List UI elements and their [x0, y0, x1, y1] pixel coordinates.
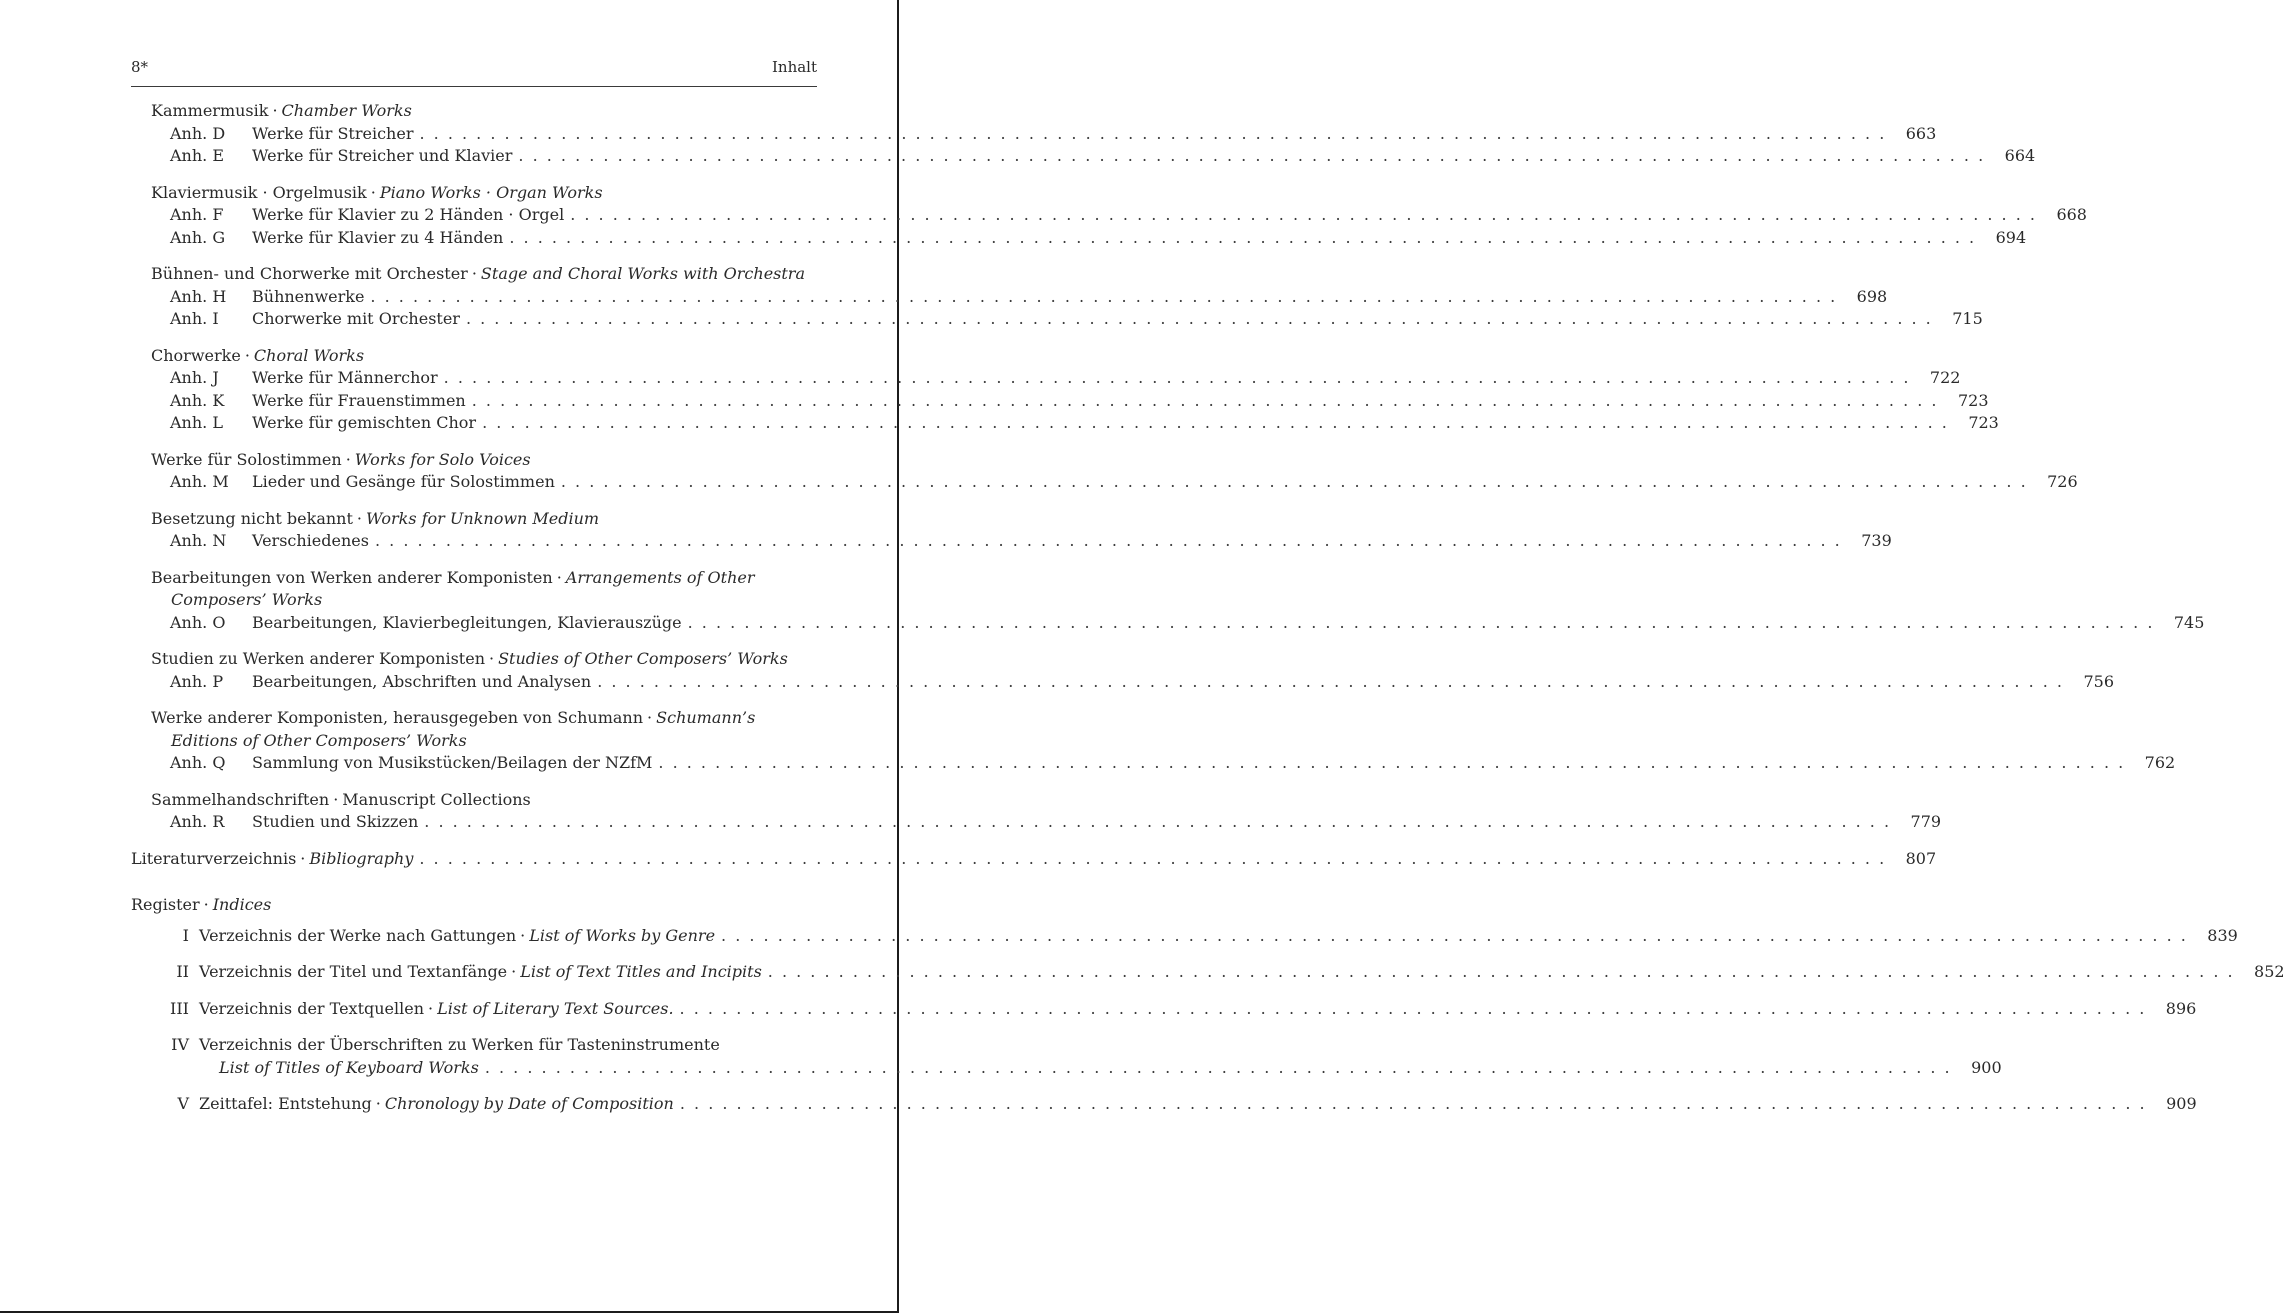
- page-ref: 745: [2173, 612, 2205, 632]
- entry-title-wrap: [252, 227, 1976, 250]
- entry-title-wrap: [252, 390, 1939, 413]
- page-ref: 715: [1952, 309, 1983, 328]
- appendix-label: Anh. R: [170, 812, 225, 831]
- page-ref: 739: [1861, 531, 1892, 550]
- appendix-groups: [131, 100, 2205, 834]
- register-title-wrap: [199, 961, 2235, 984]
- toc-entry[interactable]: [131, 471, 2078, 494]
- separator-dot: ·: [511, 962, 517, 981]
- running-header: [131, 58, 817, 84]
- separator-dot: ·: [272, 101, 278, 120]
- entry-title-wrap: [252, 412, 1949, 435]
- group-heading-en: Works for Solo Voices: [354, 449, 531, 469]
- separator-dot: ·: [345, 449, 351, 469]
- appendix-label: Anh. J: [170, 368, 219, 387]
- page-ref: 839: [2207, 925, 2238, 945]
- register-number: II: [176, 962, 189, 981]
- leader-dots: [509, 227, 1976, 250]
- page-ref: 663: [1905, 123, 1937, 143]
- toc-group: [131, 449, 2078, 494]
- entry-title-wrap: [252, 308, 1933, 331]
- toc-entry[interactable]: [131, 530, 1892, 553]
- appendix-label: Anh. K: [170, 390, 225, 410]
- leader-dots: [680, 1093, 2147, 1116]
- group-heading-en-continued: Composers’ Works: [171, 590, 323, 609]
- register-title: [199, 925, 721, 948]
- register-title-en: List of Text Titles and Incipits: [520, 962, 762, 981]
- group-heading-en: Manuscript Collections: [342, 789, 531, 809]
- leader-dots: [768, 961, 2235, 984]
- leader-dots: [518, 145, 1985, 168]
- separator-dot: ·: [520, 925, 526, 945]
- entry-title: Studien und Skizzen: [252, 812, 419, 831]
- header-rule: [131, 86, 817, 87]
- group-heading: [131, 100, 817, 123]
- register-heading: Register · Indices: [131, 895, 272, 914]
- group-heading-de: Klaviermusik · Orgelmusik: [151, 182, 367, 202]
- toc-entry[interactable]: [131, 308, 1983, 331]
- group-heading-de: Sammelhandschriften: [151, 789, 330, 809]
- register-line: [199, 925, 2238, 948]
- group-heading: [131, 449, 817, 472]
- page-ref: 909: [2166, 1094, 2197, 1113]
- entry-title: Werke für Frauenstimmen: [252, 390, 466, 410]
- register-title-de: Verzeichnis der Überschriften zu Werken für Tasteninstrumente: [199, 1035, 720, 1054]
- leader-dots: [597, 671, 2064, 694]
- toc-entry[interactable]: [131, 145, 2036, 168]
- group-heading-en: Stage and Choral Works with Orchestra: [480, 264, 805, 283]
- register-line: [199, 998, 2196, 1021]
- register-entry[interactable]: [131, 1093, 2197, 1116]
- group-heading: [131, 567, 817, 612]
- entry-title: Chorwerke mit Orchester: [252, 309, 460, 328]
- register-number: V: [177, 1094, 189, 1113]
- bibliography-de: Literaturverzeichnis: [131, 848, 297, 868]
- register-line: [199, 1093, 2197, 1116]
- toc-entry[interactable]: [131, 671, 2114, 694]
- entry-title: Werke für Männerchor: [252, 368, 438, 387]
- register-line: [199, 1057, 2002, 1080]
- register-number: I: [182, 925, 189, 945]
- leader-dots: [466, 308, 1933, 331]
- group-heading: [131, 345, 817, 368]
- toc-group: [131, 182, 2087, 250]
- entry-title: Werke für Streicher: [252, 123, 414, 143]
- group-heading-en: Studies of Other Composers’ Works: [498, 649, 788, 668]
- toc-group: [131, 789, 1942, 834]
- register-de: Register: [131, 895, 200, 914]
- leader-dots: [419, 123, 1886, 146]
- entry-title: Sammlung von Musikstücken/Beilagen der NZfM: [252, 753, 653, 772]
- toc-group: [131, 567, 2205, 635]
- register-title: [199, 998, 680, 1021]
- leader-dots: [485, 1057, 1952, 1080]
- leader-dots: [419, 848, 1886, 871]
- entry-title: Bearbeitungen, Abschriften und Analysen: [252, 671, 592, 691]
- register-body: [199, 1093, 2197, 1116]
- toc-entry[interactable]: [131, 752, 2176, 775]
- running-title: Inhalt: [771, 58, 817, 76]
- page-ref: 756: [2083, 671, 2114, 691]
- leader-dots: [561, 471, 2028, 494]
- appendix-label: Anh. D: [170, 123, 226, 143]
- group-heading-de: Werke anderer Komponisten, herausgegeben von Schumann: [151, 708, 644, 727]
- entry-title-wrap: [252, 123, 1886, 146]
- leader-dots: [444, 367, 1911, 390]
- page-ref: 726: [2047, 472, 2078, 491]
- group-heading-de: Studien zu Werken anderer Komponisten: [151, 649, 485, 668]
- group-heading: [131, 707, 817, 752]
- register-title-en: List of Literary Text Sources.: [437, 998, 674, 1018]
- toc-group: [131, 648, 2114, 693]
- page-ref: 900: [1971, 1057, 2002, 1077]
- group-heading: [131, 182, 817, 205]
- entry-title-wrap: [252, 671, 2064, 694]
- entry-title: Werke für Klavier zu 2 Händen · Orgel: [252, 205, 565, 224]
- register-title-wrap: [199, 925, 2188, 948]
- register-title: [219, 1057, 485, 1080]
- register-number: IV: [171, 1035, 189, 1054]
- group-heading-en: Choral Works: [253, 345, 365, 365]
- toc-entry[interactable]: [131, 412, 1999, 435]
- leader-dots: [658, 752, 2125, 775]
- toc-group: [131, 508, 1892, 553]
- toc-entry[interactable]: [131, 286, 1888, 309]
- separator-dot: ·: [556, 567, 562, 587]
- page-ref: 694: [1995, 227, 2027, 247]
- leader-dots: [721, 925, 2188, 948]
- toc-entry[interactable]: [131, 204, 2087, 227]
- page-ref: 852: [2254, 962, 2285, 981]
- group-heading-de: Bühnen- und Chorwerke mit Orchester: [151, 264, 468, 283]
- page-ref: 762: [2144, 753, 2176, 772]
- group-heading-de: Besetzung nicht bekannt: [151, 508, 353, 528]
- entry-title-wrap: [252, 471, 2028, 494]
- register-body: [199, 1034, 2002, 1079]
- leader-dots: [570, 204, 2037, 227]
- page-number: 8*: [131, 58, 149, 76]
- group-heading: [131, 263, 817, 286]
- entry-title-wrap: [252, 145, 1985, 168]
- group-heading-en: Chamber Works: [281, 101, 412, 120]
- entry-title: Verschiedenes: [252, 531, 369, 550]
- page-ref: 807: [1905, 848, 1937, 868]
- entry-title: Lieder und Gesänge für Solostimmen: [252, 472, 555, 491]
- group-heading-en: Arrangements of Other: [565, 567, 755, 587]
- register-title: [199, 961, 768, 984]
- register-title: [199, 1093, 680, 1116]
- leader-dots: [680, 998, 2147, 1021]
- entry-title: Werke für Klavier zu 4 Händen: [252, 227, 504, 247]
- register-number: III: [170, 998, 189, 1018]
- register-entry[interactable]: [131, 998, 2197, 1021]
- toc-group: [131, 345, 1999, 435]
- table-of-contents: [131, 100, 2285, 1130]
- register-title-wrap: [219, 1057, 1952, 1080]
- group-heading: [131, 648, 817, 671]
- entry-title: Bühnenwerke: [252, 286, 365, 306]
- register-title-en: Chronology by Date of Composition: [384, 1094, 674, 1113]
- entry-title: Werke für gemischten Chor: [252, 413, 477, 432]
- appendix-label: Anh. P: [170, 671, 224, 691]
- toc-entry[interactable]: [131, 811, 1942, 834]
- group-heading: [131, 789, 817, 812]
- group-heading-de: Kammermusik: [151, 101, 269, 120]
- entry-title-wrap: [252, 204, 2037, 227]
- register-en: Indices: [212, 895, 272, 914]
- register-title-wrap: [199, 998, 2146, 1021]
- register-line: [199, 961, 2285, 984]
- page-ref: 896: [2165, 998, 2197, 1018]
- register-title-en: List of Titles of Keyboard Works: [219, 1057, 479, 1077]
- entry-title-wrap: [252, 752, 2125, 775]
- page-ref: 723: [1957, 390, 1989, 410]
- entry-title-wrap: [252, 612, 2154, 635]
- leader-dots: [688, 612, 2155, 635]
- appendix-label: Anh. I: [170, 309, 219, 328]
- separator-dot: ·: [333, 789, 339, 809]
- group-heading-de: Werke für Solostimmen: [151, 449, 342, 469]
- entry-title-wrap: [252, 530, 1842, 553]
- appendix-label: Anh. M: [170, 472, 229, 491]
- entry-title-wrap: [252, 286, 1837, 309]
- group-heading-en: Schumann’s: [656, 708, 756, 727]
- leader-dots: [482, 412, 1949, 435]
- appendix-label: Anh. G: [170, 227, 226, 247]
- appendix-label: Anh. E: [170, 146, 225, 165]
- appendix-label: Anh. H: [170, 286, 227, 306]
- bibliography-en: Bibliography: [309, 848, 414, 868]
- entry-title-wrap: [252, 811, 1891, 834]
- register-title-de: Verzeichnis der Textquellen: [199, 998, 425, 1018]
- toc-group: [131, 100, 2036, 168]
- separator-dot: ·: [356, 508, 362, 528]
- register-title-de: Zeittafel: Entstehung: [199, 1094, 372, 1113]
- toc-entry[interactable]: [131, 390, 1989, 413]
- toc-entry[interactable]: [131, 612, 2205, 635]
- group-heading-en-continued: Editions of Other Composers’ Works: [171, 730, 467, 750]
- register-list: [131, 925, 2285, 1116]
- appendix-label: Anh. F: [170, 205, 224, 224]
- leader-dots: [424, 811, 1891, 834]
- entry-title: Werke für Streicher und Klavier: [252, 146, 513, 165]
- group-heading-en: Piano Works · Organ Works: [379, 182, 603, 202]
- toc-group: [131, 263, 1983, 331]
- group-heading-en: Works for Unknown Medium: [365, 508, 600, 528]
- register-body: [199, 998, 2196, 1021]
- entry-title-wrap: [252, 367, 1910, 390]
- toc-group: [131, 707, 2176, 775]
- page-ref: 723: [1968, 413, 1999, 432]
- page-ref: 664: [2004, 146, 2036, 165]
- separator-dot: ·: [647, 708, 653, 727]
- separator-dot: ·: [471, 264, 477, 283]
- leader-dots: [375, 530, 1842, 553]
- group-heading-de: Bearbeitungen von Werken anderer Komponisten: [151, 567, 553, 587]
- toc-entry[interactable]: [131, 227, 2027, 250]
- page-ref: 722: [1929, 368, 1961, 387]
- toc-entry-bibliography[interactable]: Literaturverzeichnis · Bibliography . . . 807: [131, 848, 817, 871]
- appendix-label: Anh. Q: [170, 753, 226, 772]
- register-title-de: Verzeichnis der Titel und Textanfänge: [199, 962, 508, 981]
- appendix-label: Anh. L: [170, 413, 223, 432]
- toc-entry[interactable]: [131, 367, 1961, 390]
- page-ref: 668: [2056, 205, 2087, 224]
- register-title-en: List of Works by Genre: [529, 925, 716, 945]
- separator-dot: ·: [244, 345, 250, 365]
- register-entry[interactable]: [131, 961, 2285, 984]
- page-ref: 779: [1910, 812, 1942, 831]
- register-entry[interactable]: [131, 925, 2238, 948]
- register-title-wrap: [199, 1093, 2147, 1116]
- appendix-label: Anh. O: [170, 612, 226, 632]
- separator-dot: ·: [375, 1094, 381, 1113]
- register-body: [199, 925, 2238, 948]
- register-title-de: Verzeichnis der Werke nach Gattungen: [199, 925, 517, 945]
- group-heading: [131, 508, 817, 531]
- appendix-label: Anh. N: [170, 531, 227, 550]
- entry-title: Bearbeitungen, Klavierbegleitungen, Klavierauszüge: [252, 612, 682, 632]
- page-ref: 698: [1856, 286, 1888, 306]
- group-heading-de: Chorwerke: [151, 345, 241, 365]
- register-body: [199, 961, 2285, 984]
- separator-dot: ·: [489, 649, 495, 668]
- leader-dots: [370, 286, 1837, 309]
- separator-dot: ·: [370, 182, 376, 202]
- leader-dots: [472, 390, 1939, 413]
- register-entry[interactable]: [131, 1034, 2002, 1079]
- separator-dot: ·: [428, 998, 434, 1018]
- toc-entry[interactable]: [131, 123, 1937, 146]
